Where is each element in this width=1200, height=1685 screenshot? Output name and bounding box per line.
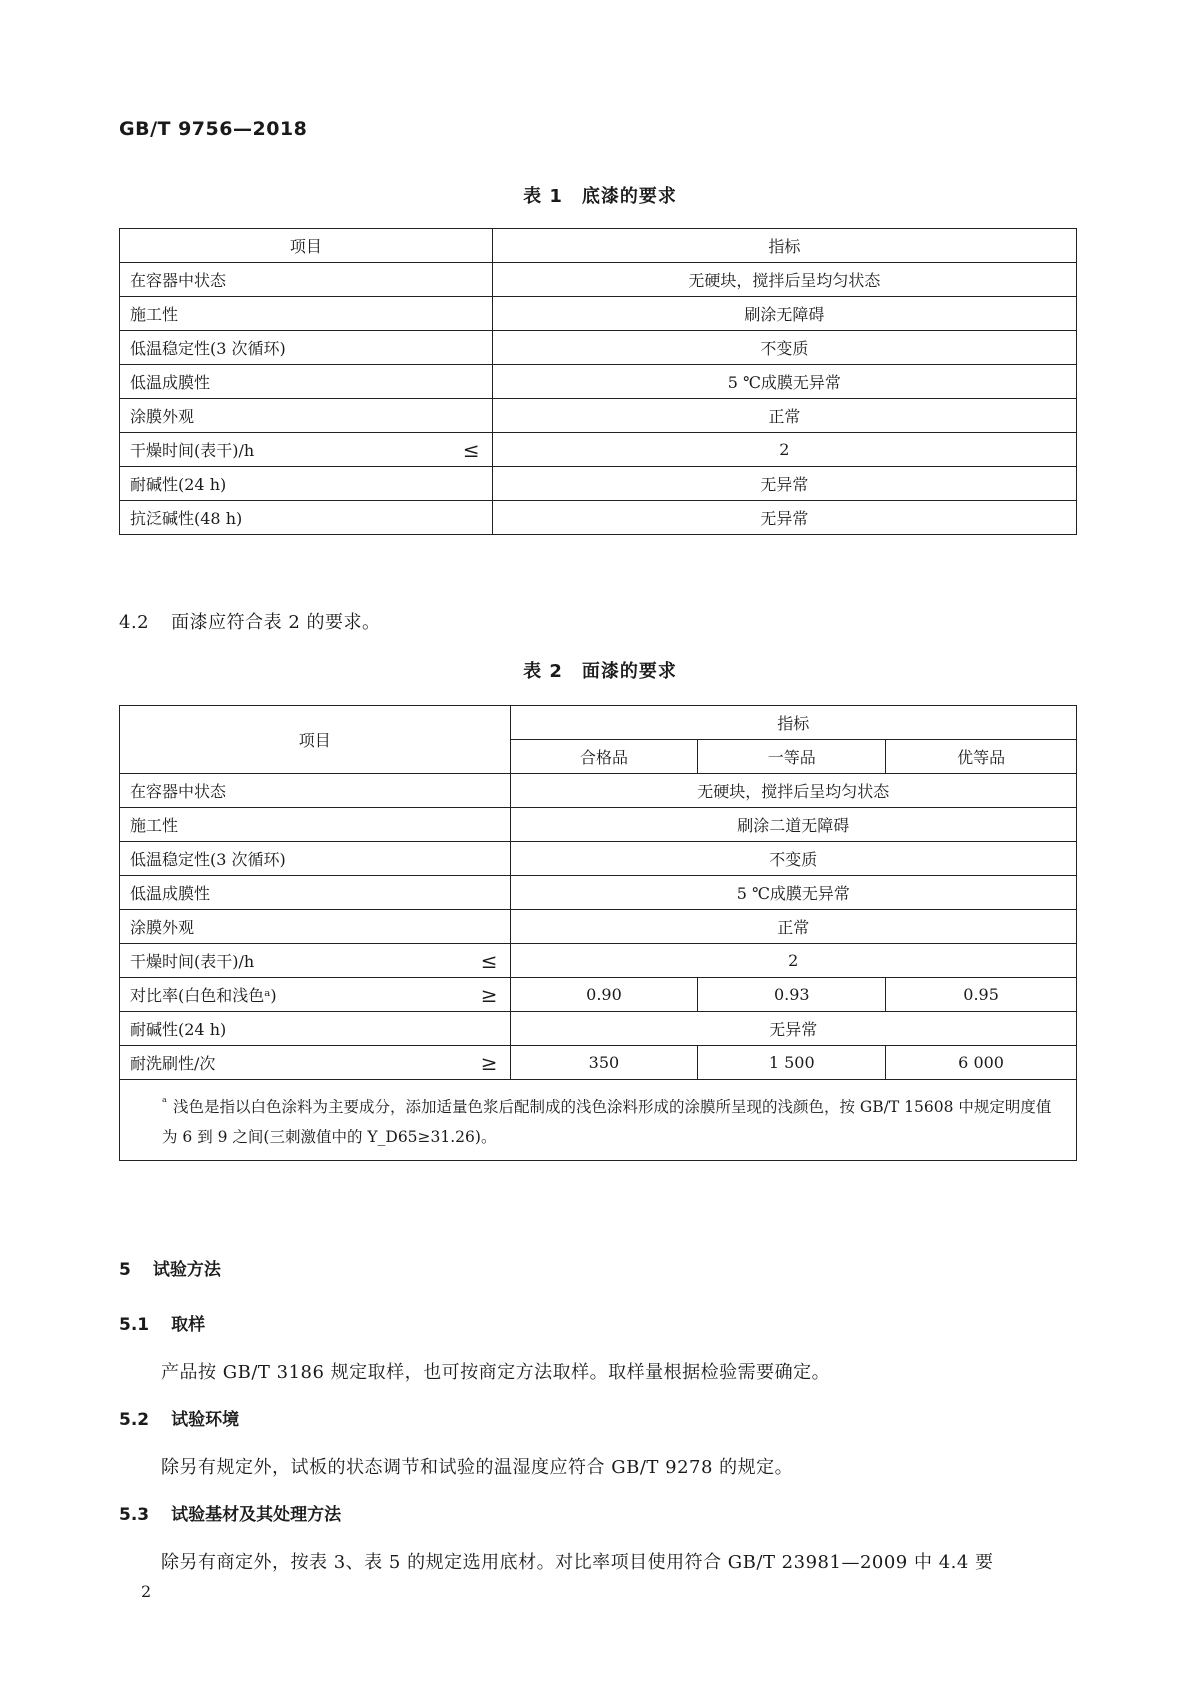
relation-symbol: ≥ [480, 1050, 498, 1075]
value-cell: 5 ℃成膜无异常 [510, 876, 1076, 910]
value-cell: 无异常 [492, 467, 1076, 501]
item-text: 耐碱性(24 h) [130, 1020, 227, 1039]
value-cell: 1 500 [698, 1046, 886, 1080]
section-5-3-heading [119, 1500, 341, 1525]
table-row [120, 263, 1077, 297]
item-cell [120, 876, 511, 910]
value-cell: 不变质 [510, 842, 1076, 876]
section-5-number: 5 [119, 1260, 131, 1280]
item-label [130, 268, 482, 291]
section-5-heading [119, 1255, 221, 1280]
table-row [120, 365, 1077, 399]
table-row [120, 1012, 1077, 1046]
item-text: 在容器中状态 [130, 271, 227, 290]
section-5-1-heading [119, 1310, 205, 1335]
value-cell: 无硬块，搅拌后呈均匀状态 [492, 263, 1076, 297]
value-cell: 无异常 [492, 501, 1076, 535]
value-cell: 350 [510, 1046, 698, 1080]
table-row [120, 501, 1077, 535]
table-row [120, 399, 1077, 433]
clause-4-2 [119, 608, 381, 634]
item-text: 涂膜外观 [130, 407, 195, 426]
item-label [130, 847, 500, 870]
value-cell: 2 [510, 944, 1076, 978]
item-cell [120, 1012, 511, 1046]
table-row [120, 808, 1077, 842]
item-label [130, 1051, 500, 1075]
item-cell [120, 774, 511, 808]
value-cell: 2 [492, 433, 1076, 467]
item-cell [120, 944, 511, 978]
page-number: 2 [141, 1582, 152, 1601]
table-row [120, 467, 1077, 501]
section-5-2-heading [119, 1405, 239, 1430]
item-cell [120, 263, 493, 297]
item-cell [120, 399, 493, 433]
item-label [130, 370, 482, 393]
value-cell: 0.95 [886, 978, 1077, 1012]
item-cell [120, 978, 511, 1012]
table2-caption: 表 2 面漆的要求 [523, 661, 677, 682]
table-row [120, 331, 1077, 365]
value-cell: 刷涂无障碍 [492, 297, 1076, 331]
table-row [120, 876, 1077, 910]
table-row [120, 1046, 1077, 1080]
item-cell [120, 433, 493, 467]
item-text: 低温成膜性 [130, 884, 211, 903]
item-cell [120, 501, 493, 535]
table1-primer-requirements [119, 228, 1077, 535]
table1-header-row [120, 229, 1077, 263]
value-cell: 正常 [492, 399, 1076, 433]
item-label [130, 404, 482, 427]
item-text: 施工性 [130, 305, 179, 324]
table-row [120, 978, 1077, 1012]
item-cell [120, 467, 493, 501]
table2-col-index: 指标 [510, 706, 1076, 740]
item-cell [120, 1046, 511, 1080]
item-label [130, 1017, 500, 1040]
value-cell: 无异常 [510, 1012, 1076, 1046]
table2-header-row [120, 706, 1077, 740]
item-cell [120, 910, 511, 944]
section-5-1-text: 产品按 GB/T 3186 规定取样，也可按商定方法取样。取样量根据检验需要确定。 [161, 1362, 831, 1383]
table1-col-item: 项目 [120, 229, 493, 263]
section-5-1-title: 取样 [171, 1315, 206, 1335]
item-text: 低温成膜性 [130, 373, 211, 392]
table1-col-index: 指标 [492, 229, 1076, 263]
table-row [120, 297, 1077, 331]
item-text: 抗泛碱性(48 h) [130, 509, 243, 528]
table2-grade-first: 一等品 [698, 740, 886, 774]
value-cell: 正常 [510, 910, 1076, 944]
table2-footnote-row [120, 1080, 1077, 1161]
value-cell: 0.90 [510, 978, 698, 1012]
section-5-3-number: 5.3 [119, 1505, 150, 1525]
footnote-text: 浅色是指以白色涂料为主要成分，添加适量色浆后配制成的浅色涂料形成的涂膜所呈现的浅颜色，按 GB/T 15608 中规定明度值为 6 到 9 之间(三刺激值中的 Y_D65≥31.26)。 [162, 1098, 1052, 1147]
item-label [130, 949, 500, 973]
table-row [120, 910, 1077, 944]
clause-4-2-number: 4.2 [119, 612, 150, 633]
clause-4-2-text: 面漆应符合表 2 的要求。 [171, 612, 381, 633]
value-cell: 无硬块，搅拌后呈均匀状态 [510, 774, 1076, 808]
item-text: 低温稳定性(3 次循环) [130, 339, 286, 358]
item-label [130, 983, 500, 1007]
table2-grade-qualified: 合格品 [510, 740, 698, 774]
item-cell [120, 365, 493, 399]
standard-code: GB/T 9756—2018 [119, 118, 308, 140]
relation-symbol: ≤ [480, 948, 498, 973]
section-5-2-number: 5.2 [119, 1410, 150, 1430]
value-cell: 0.93 [698, 978, 886, 1012]
section-5-3-text: 除另有商定外，按表 3、表 5 的规定选用底材。对比率项目使用符合 GB/T 23981—2009 中 4.4 要 [161, 1552, 994, 1573]
item-label [130, 779, 500, 802]
item-label [130, 336, 482, 359]
table-row [120, 774, 1077, 808]
item-text: 耐碱性(24 h) [130, 475, 227, 494]
footnote-mark: ᵃ [162, 1095, 167, 1110]
table2-topcoat-requirements [119, 705, 1077, 1161]
item-cell [120, 297, 493, 331]
value-cell: 5 ℃成膜无异常 [492, 365, 1076, 399]
item-label [130, 506, 482, 529]
item-text: 在容器中状态 [130, 782, 227, 801]
section-5-title: 试验方法 [152, 1260, 221, 1280]
item-text: 耐洗刷性/次 [130, 1054, 216, 1073]
item-text: 干燥时间(表干)/h [130, 952, 255, 971]
item-text: 低温稳定性(3 次循环) [130, 850, 286, 869]
item-label [130, 472, 482, 495]
table2-footnote [120, 1080, 1077, 1161]
section-5-1-number: 5.1 [119, 1315, 150, 1335]
table2-grade-superior: 优等品 [886, 740, 1077, 774]
item-label [130, 813, 500, 836]
item-text: 涂膜外观 [130, 918, 195, 937]
table2-col-item: 项目 [120, 706, 511, 774]
value-cell: 刷涂二道无障碍 [510, 808, 1076, 842]
item-label [130, 302, 482, 325]
section-5-2-title: 试验环境 [171, 1410, 240, 1430]
table1-caption: 表 1 底漆的要求 [523, 186, 677, 207]
item-label [130, 881, 500, 904]
table-row [120, 433, 1077, 467]
item-text: 对比率(白色和浅色ᵃ) [130, 986, 277, 1005]
relation-symbol: ≤ [462, 437, 480, 462]
value-cell: 不变质 [492, 331, 1076, 365]
item-cell [120, 808, 511, 842]
table-row [120, 944, 1077, 978]
relation-symbol: ≥ [480, 982, 498, 1007]
value-cell: 6 000 [886, 1046, 1077, 1080]
table-row [120, 842, 1077, 876]
item-cell [120, 842, 511, 876]
item-label [130, 438, 482, 462]
item-text: 施工性 [130, 816, 179, 835]
section-5-2-text: 除另有规定外，试板的状态调节和试验的温湿度应符合 GB/T 9278 的规定。 [161, 1457, 794, 1478]
section-5-3-title: 试验基材及其处理方法 [171, 1505, 342, 1525]
item-cell [120, 331, 493, 365]
item-label [130, 915, 500, 938]
item-text: 干燥时间(表干)/h [130, 441, 255, 460]
